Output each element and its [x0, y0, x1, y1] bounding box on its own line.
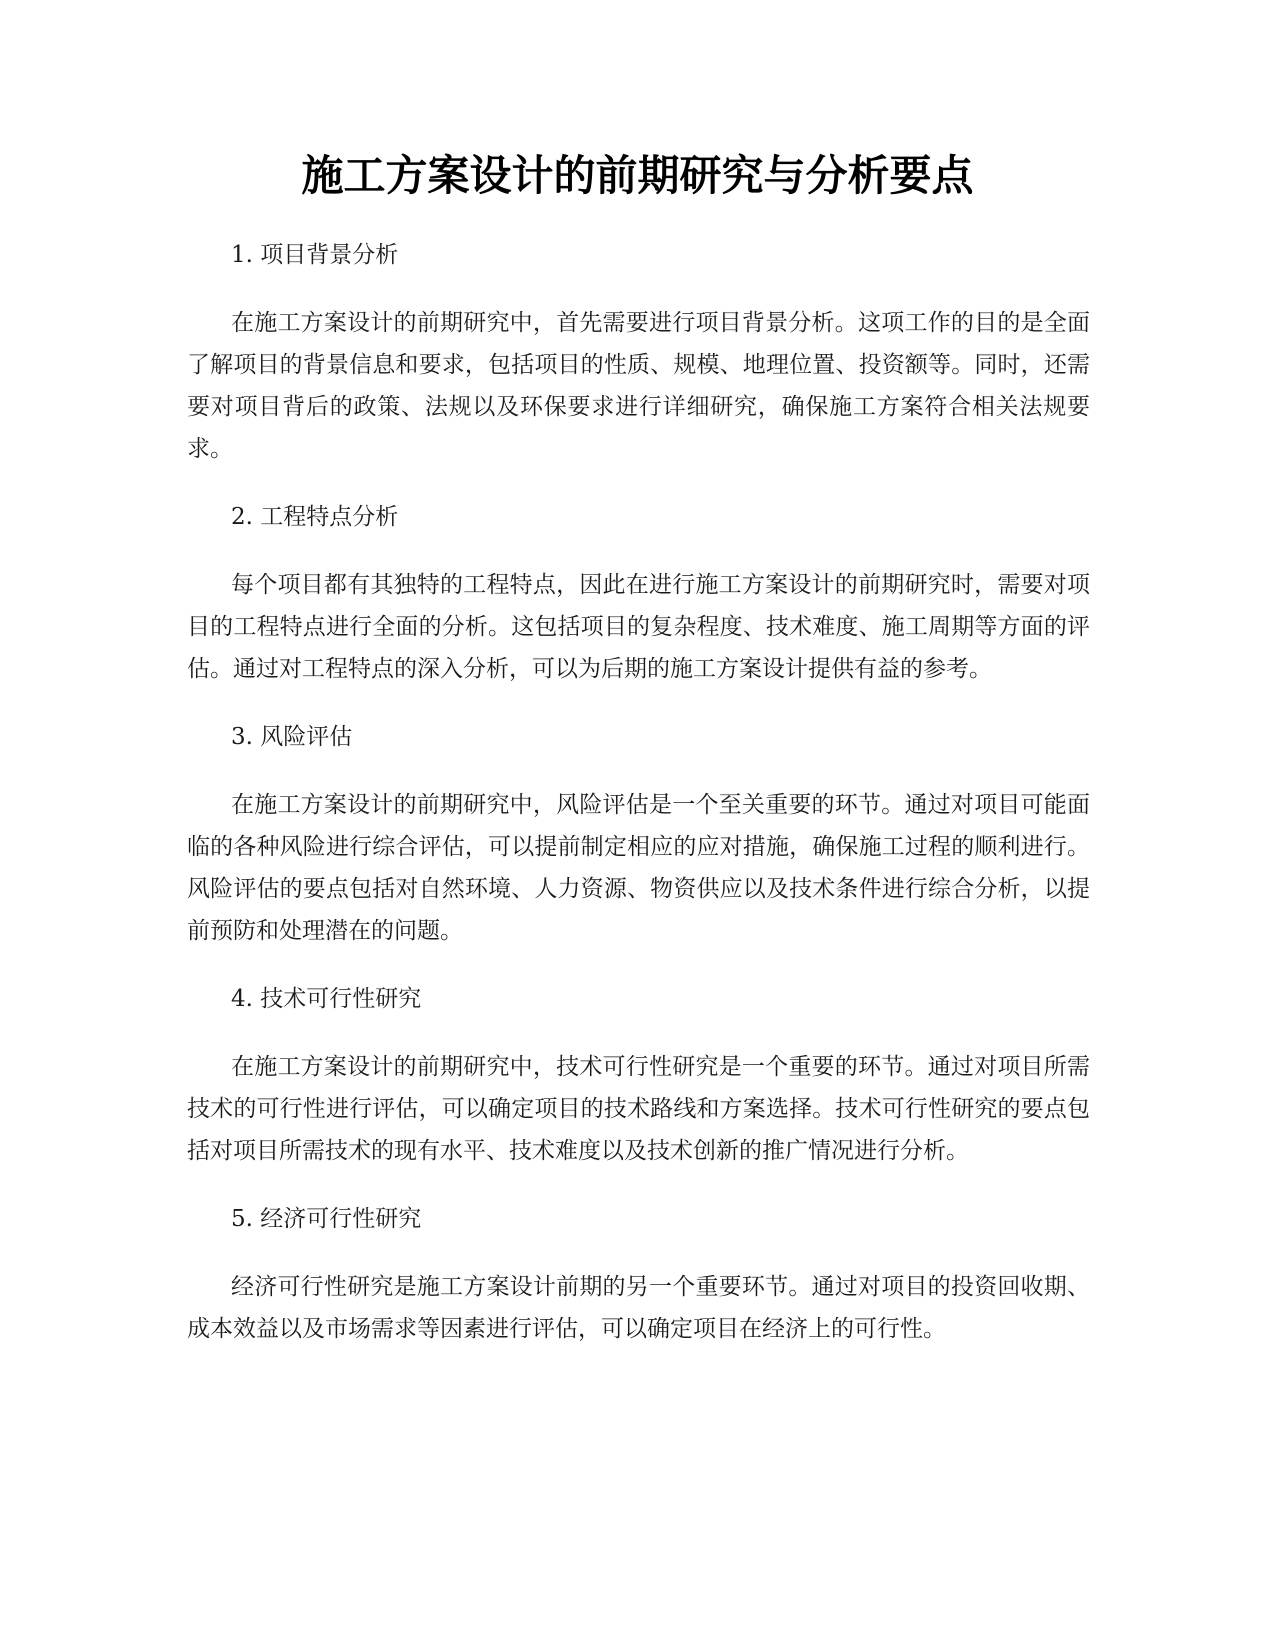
- section-technical-feasibility: [187, 984, 1090, 1172]
- section-risk-assessment: [187, 722, 1090, 952]
- document-title: 施工方案设计的前期研究与分析要点: [301, 151, 974, 200]
- section-paragraph: 每个项目都有其独特的工程特点，因此在进行施工方案设计的前期研究时，需要对项目的工程特点进行全面的分析。这包括项目的复杂程度、技术难度、施工周期等方面的评估。通过对工程特点的深入分析，可以为后期的施工方案设计提供有益的参考。: [187, 572, 1090, 682]
- section-paragraph: 在施工方案设计的前期研究中，首先需要进行项目背景分析。这项工作的目的是全面了解项目的背景信息和要求，包括项目的性质、规模、地理位置、投资额等。同时，还需要对项目背后的政策、法规以及环保要求进行详细研究，确保施工方案符合相关法规要求。: [187, 310, 1090, 462]
- document-body: [187, 240, 1090, 1350]
- section-paragraph: 经济可行性研究是施工方案设计前期的另一个重要环节。通过对项目的投资回收期、成本效益以及市场需求等因素进行评估，可以确定项目在经济上的可行性。: [187, 1274, 1090, 1342]
- section-heading: 2. 工程特点分析: [231, 504, 399, 530]
- section-project-background: [187, 240, 1090, 470]
- section-heading: 3. 风险评估: [231, 724, 353, 750]
- section-heading: 4. 技术可行性研究: [231, 986, 422, 1012]
- section-heading: 1. 项目背景分析: [231, 242, 399, 268]
- section-paragraph: 在施工方案设计的前期研究中，技术可行性研究是一个重要的环节。通过对项目所需技术的可行性进行评估，可以确定项目的技术路线和方案选择。技术可行性研究的要点包括对项目所需技术的现有水平、技术难度以及技术创新的推广情况进行分析。: [187, 1054, 1090, 1164]
- section-engineering-features: [187, 502, 1090, 690]
- section-economic-feasibility: [187, 1204, 1090, 1350]
- section-heading: 5. 经济可行性研究: [231, 1206, 422, 1232]
- section-paragraph: 在施工方案设计的前期研究中，风险评估是一个至关重要的环节。通过对项目可能面临的各种风险进行综合评估，可以提前制定相应的应对措施，确保施工过程的顺利进行。风险评估的要点包括对自然环境、人力资源、物资供应以及技术条件进行综合分析，以提前预防和处理潜在的问题。: [187, 792, 1090, 944]
